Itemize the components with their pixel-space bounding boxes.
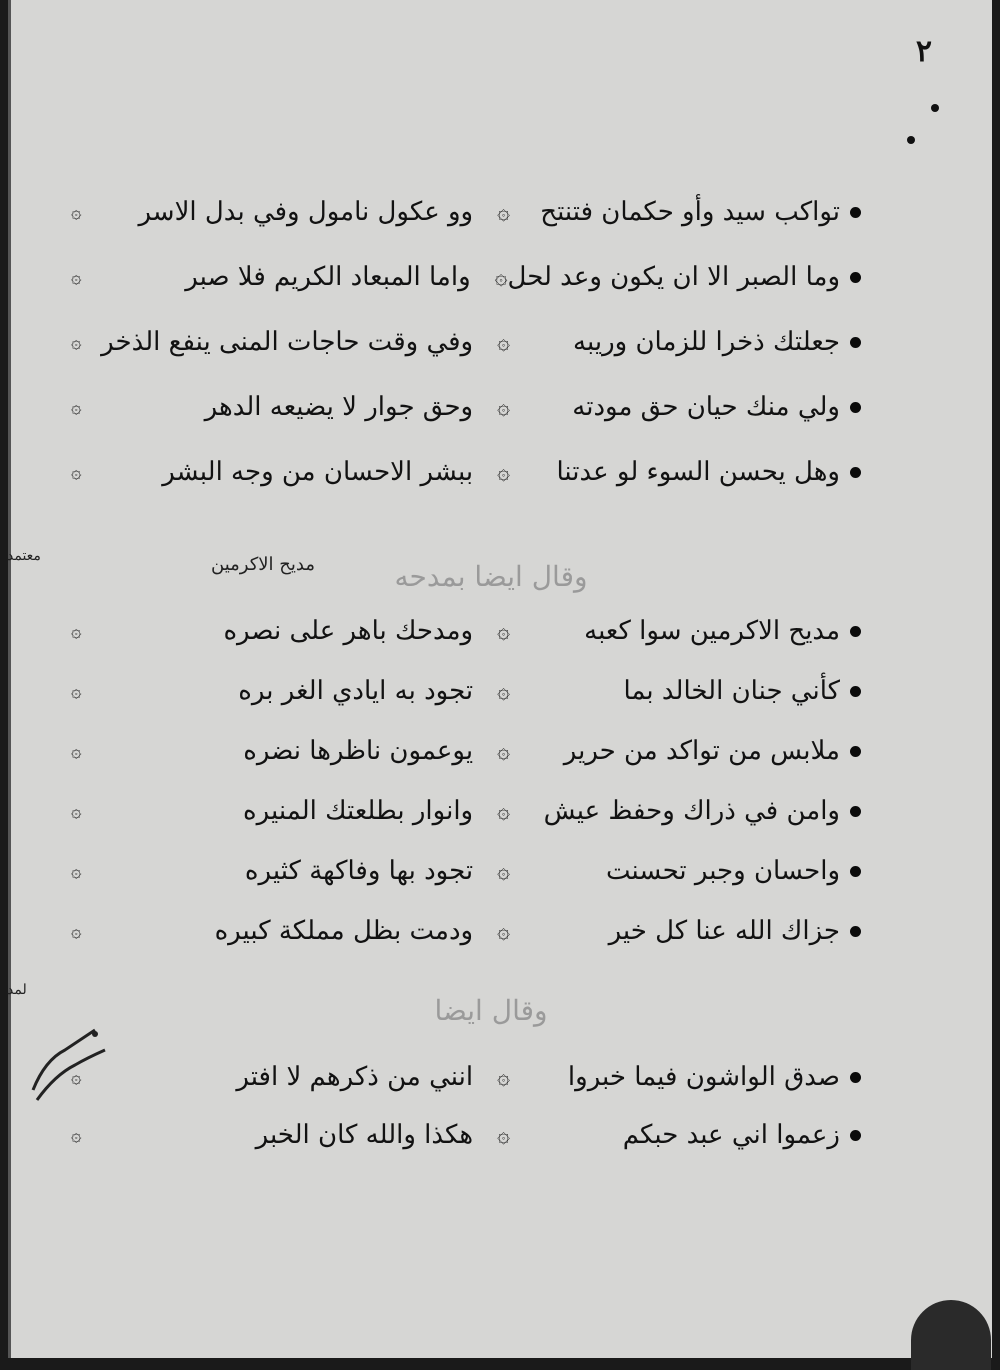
thumb-shadow	[911, 1300, 991, 1370]
second-hemistich: ودمت بظل مملكة كبيره	[214, 916, 474, 946]
hemistich-separator: ۞	[497, 329, 510, 355]
second-hemistich: انني من ذكرهم لا افتر	[236, 1062, 474, 1092]
verse-end-mark: ۞	[71, 800, 82, 822]
verse-line	[71, 250, 861, 304]
verse-line	[71, 1050, 861, 1104]
verse-line	[71, 844, 861, 898]
verse-bullet	[850, 746, 861, 757]
section-heading: وقال ايضا	[434, 994, 548, 1027]
verse-end-mark: ۞	[71, 1066, 82, 1088]
first-hemistich: وما الصبر الا ان يكون وعد لحل	[507, 262, 840, 292]
ink-dot	[907, 136, 915, 144]
verse-line	[71, 1108, 861, 1162]
folio-number: ٢	[915, 34, 932, 69]
second-hemistich: وانوار بطلعتك المنيره	[243, 796, 474, 826]
margin-note: لمد	[7, 982, 27, 998]
first-hemistich: وامن في ذراك وحفظ عيش	[543, 796, 840, 826]
verse-bullet	[850, 866, 861, 877]
section-heading: وقال ايضا بمدحه	[394, 560, 588, 593]
hemistich-separator: ۞	[497, 738, 510, 764]
hemistich-separator: ۞	[497, 858, 510, 884]
first-hemistich: جزاك الله عنا كل خير	[608, 916, 840, 946]
second-hemistich: يوعمون ناظرها نضره	[243, 736, 474, 766]
hemistich-separator: ۞	[497, 1064, 510, 1090]
verse-bullet	[850, 1130, 861, 1141]
verse-bullet	[850, 926, 861, 937]
second-hemistich: ومدحك باهر على نصره	[223, 616, 474, 646]
catchword: مديح الاكرمين	[211, 554, 315, 575]
verse-end-mark: ۞	[71, 396, 82, 418]
margin-note: معتمد	[7, 548, 41, 564]
verse-end-mark: ۞	[71, 461, 82, 483]
first-hemistich: صدق الواشون فيما خبروا	[567, 1062, 840, 1092]
verse-end-mark: ۞	[71, 920, 82, 942]
verse-end-mark: ۞	[71, 620, 82, 642]
verse-end-mark: ۞	[71, 201, 82, 223]
second-hemistich: وفي وقت حاجات المنى ينفع الذخر	[101, 327, 474, 357]
verse-bullet	[850, 272, 861, 283]
hemistich-separator: ۞	[497, 459, 510, 485]
first-hemistich: ولي منك حيان حق مودته	[572, 392, 840, 422]
hemistich-separator: ۞	[497, 618, 510, 644]
second-hemistich: وحق جوار لا يضيعه الدهر	[204, 392, 474, 422]
verse-bullet	[850, 686, 861, 697]
hemistich-separator: ۞	[497, 199, 510, 225]
first-hemistich: واحسان وجبر تحسنت	[606, 856, 840, 886]
verse-bullet	[850, 402, 861, 413]
first-hemistich: ملابس من تواكد من حرير	[563, 736, 840, 766]
verse-line	[71, 445, 861, 499]
second-hemistich: تجود به ايادي الغر بره	[238, 676, 474, 706]
verse-end-mark: ۞	[71, 740, 82, 762]
verse-bullet	[850, 337, 861, 348]
second-hemistich: تجود بها وفاكهة كثيره	[244, 856, 474, 886]
hemistich-separator: ۞	[497, 1122, 510, 1148]
hemistich-separator: ۞	[497, 798, 510, 824]
hemistich-separator: ۞	[497, 918, 510, 944]
ink-dot	[931, 104, 939, 112]
manuscript-page	[8, 0, 992, 1358]
verse-line	[71, 664, 861, 718]
second-hemistich: هكذا والله كان الخبر	[255, 1120, 474, 1150]
verse-end-mark: ۞	[71, 860, 82, 882]
first-hemistich: جعلتك ذخرا للزمان وريبه	[573, 327, 840, 357]
verse-line	[71, 784, 861, 838]
verse-line	[71, 904, 861, 958]
hemistich-separator: ۞	[497, 678, 510, 704]
second-hemistich: واما المبعاد الكريم فلا صبر	[185, 262, 471, 292]
verse-line	[71, 724, 861, 778]
hemistich-separator: ۞	[497, 394, 510, 420]
verse-end-mark: ۞	[71, 331, 82, 353]
verse-line	[71, 604, 861, 658]
first-hemistich: زعموا اني عبد حبكم	[622, 1120, 840, 1150]
verse-end-mark: ۞	[71, 1124, 82, 1146]
verse-bullet	[850, 626, 861, 637]
second-hemistich: وو عكول نامول وفي بدل الاسر	[138, 197, 474, 227]
verse-bullet	[850, 467, 861, 478]
verse-end-mark: ۞	[71, 680, 82, 702]
verse-bullet	[850, 207, 861, 218]
first-hemistich: وهل يحسن السوء لو عدتنا	[556, 457, 840, 487]
verse-line	[71, 185, 861, 239]
first-hemistich: كأني جنان الخالد بما	[623, 676, 840, 706]
verse-bullet	[850, 806, 861, 817]
verse-line	[71, 380, 861, 434]
verse-line	[71, 315, 861, 369]
ownership-seal	[25, 1020, 115, 1110]
verse-bullet	[850, 1072, 861, 1083]
verse-end-mark: ۞	[71, 266, 82, 288]
second-hemistich: ببشر الاحسان من وجه البشر	[162, 457, 474, 487]
hemistich-separator: ۞	[494, 264, 508, 290]
first-hemistich: مديح الاكرمين سوا كعبه	[584, 616, 840, 646]
first-hemistich: تواكب سيد وأو حكمان فتنتح	[540, 197, 840, 227]
